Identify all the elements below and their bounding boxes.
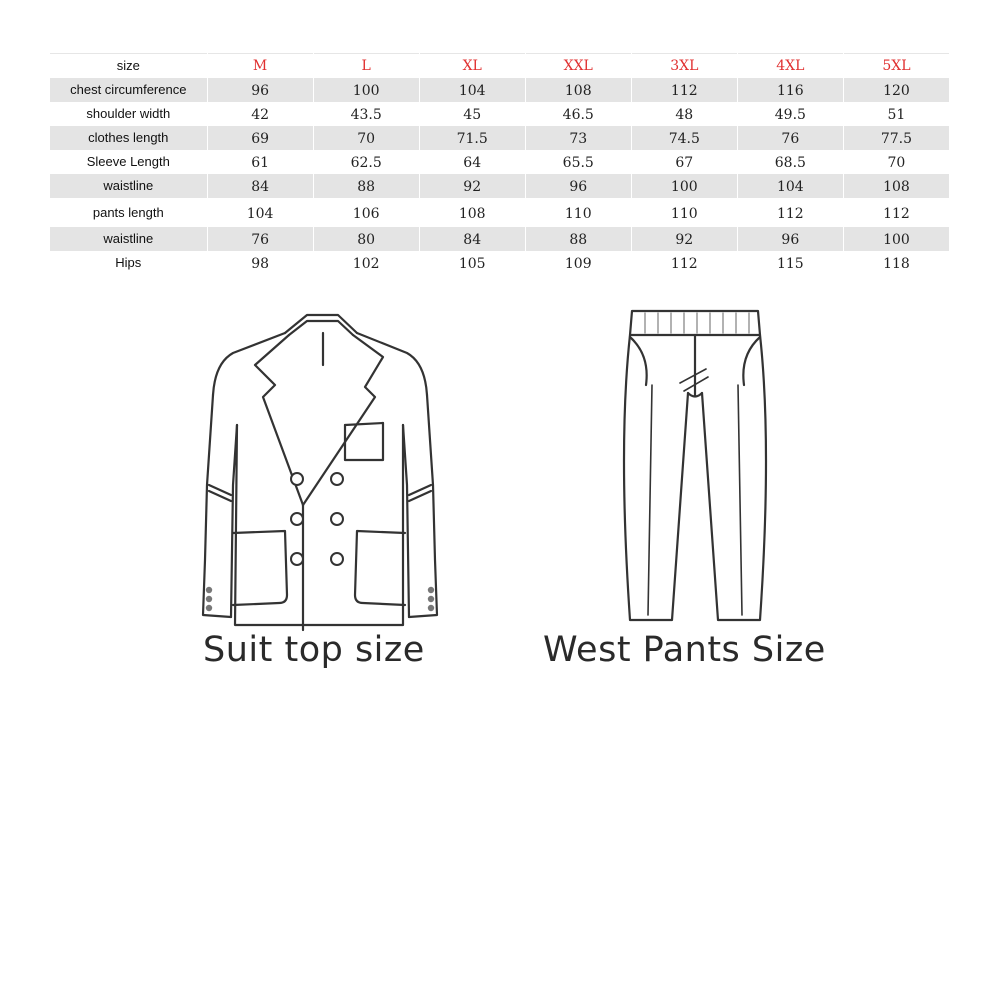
table-cell: 49.5 [737, 102, 843, 126]
pants-caption: West Pants Size [543, 630, 826, 670]
table-cell: 106 [313, 198, 419, 227]
table-cell: 64 [419, 150, 525, 174]
table-cell: 70 [313, 126, 419, 150]
table-cell: 109 [525, 251, 631, 275]
table-cell: 116 [737, 78, 843, 102]
table-cell: 92 [631, 227, 737, 251]
table-cell: 100 [843, 227, 949, 251]
table-cell: 118 [843, 251, 949, 275]
table-row [50, 78, 950, 102]
table-cell: 68.5 [737, 150, 843, 174]
table-cell: 51 [843, 102, 949, 126]
row-label: Sleeve Length [50, 150, 207, 174]
table-cell: 76 [737, 126, 843, 150]
table-cell: 105 [419, 251, 525, 275]
table-cell: 110 [525, 198, 631, 227]
table-cell: 100 [313, 78, 419, 102]
table-row [50, 102, 950, 126]
table-cell: 67 [631, 150, 737, 174]
table-cell: 96 [737, 227, 843, 251]
size-header-l: L [313, 54, 419, 78]
table-cell: 98 [207, 251, 313, 275]
table-row [50, 251, 950, 275]
table-cell: 104 [207, 198, 313, 227]
row-label: shoulder width [50, 102, 207, 126]
size-header-row [50, 54, 950, 78]
table-cell: 96 [207, 78, 313, 102]
table-cell: 43.5 [313, 102, 419, 126]
table-cell: 88 [525, 227, 631, 251]
table-cell: 70 [843, 150, 949, 174]
table-cell: 92 [419, 174, 525, 198]
table-cell: 112 [843, 198, 949, 227]
row-label: clothes length [50, 126, 207, 150]
table-cell: 108 [419, 198, 525, 227]
table-cell: 71.5 [419, 126, 525, 150]
table-cell: 115 [737, 251, 843, 275]
size-header-xxl: XXL [525, 54, 631, 78]
table-cell: 69 [207, 126, 313, 150]
table-row [50, 150, 950, 174]
size-header-xl: XL [419, 54, 525, 78]
table-cell: 61 [207, 150, 313, 174]
table-cell: 65.5 [525, 150, 631, 174]
table-row [50, 227, 950, 251]
table-row [50, 198, 950, 227]
table-cell: 112 [737, 198, 843, 227]
row-label: pants length [50, 198, 207, 227]
table-cell: 112 [631, 251, 737, 275]
size-header-5xl: 5XL [843, 54, 949, 78]
table-cell: 96 [525, 174, 631, 198]
table-cell: 74.5 [631, 126, 737, 150]
pants-illustration [610, 305, 780, 625]
size-chart-table [50, 53, 950, 275]
table-cell: 84 [207, 174, 313, 198]
table-cell: 108 [843, 174, 949, 198]
size-header-label: size [50, 54, 207, 78]
table-cell: 88 [313, 174, 419, 198]
table-cell: 112 [631, 78, 737, 102]
jacket-caption: Suit top size [203, 630, 425, 670]
table-cell: 48 [631, 102, 737, 126]
table-cell: 100 [631, 174, 737, 198]
table-cell: 84 [419, 227, 525, 251]
table-cell: 104 [737, 174, 843, 198]
table-cell: 104 [419, 78, 525, 102]
table-cell: 46.5 [525, 102, 631, 126]
table-row [50, 126, 950, 150]
table-cell: 120 [843, 78, 949, 102]
table-cell: 102 [313, 251, 419, 275]
suit-jacket-illustration [185, 305, 455, 640]
table-cell: 77.5 [843, 126, 949, 150]
size-header-m: M [207, 54, 313, 78]
table-cell: 62.5 [313, 150, 419, 174]
table-cell: 45 [419, 102, 525, 126]
table-cell: 80 [313, 227, 419, 251]
row-label: Hips [50, 251, 207, 275]
table-cell: 108 [525, 78, 631, 102]
table-cell: 110 [631, 198, 737, 227]
table-cell: 76 [207, 227, 313, 251]
size-header-3xl: 3XL [631, 54, 737, 78]
table-cell: 73 [525, 126, 631, 150]
row-label: waistline [50, 174, 207, 198]
table-row [50, 174, 950, 198]
row-label: waistline [50, 227, 207, 251]
row-label: chest circumference [50, 78, 207, 102]
size-header-4xl: 4XL [737, 54, 843, 78]
table-cell: 42 [207, 102, 313, 126]
